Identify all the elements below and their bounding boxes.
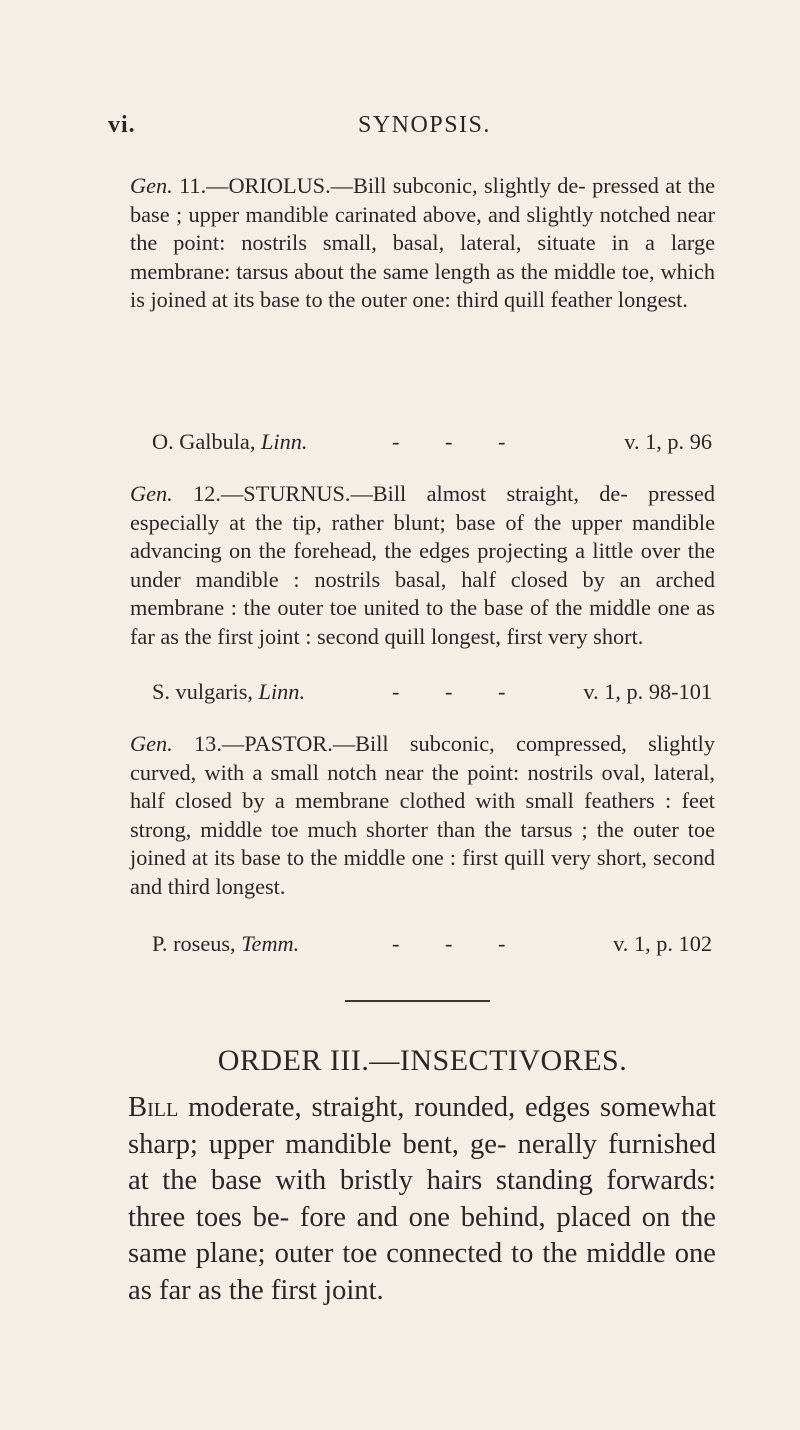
genus-description: —Bill subconic, slightly de- pressed at the base ; upper mandible carinated above, and slightly notched near the point: nostrils small, basal, lateral, situate in a large membrane: tarsus about the same length as the middle toe, which is joined at its base to the outer one: third quill feather longest. <box>130 173 715 313</box>
order-lead-word: Bill <box>128 1092 179 1123</box>
species-authority: Linn. <box>260 429 308 454</box>
order-text: moderate, straight, rounded, edges somewhat sharp; upper mandible bent, ge- nerally furnished at the base with bristly hairs standing forwards: three toes be- fore and one behind, placed on the same plane; outer toe connected to the middle one as far as the first joint. <box>128 1092 716 1306</box>
volume-page: v. 1, p. 98-101 <box>583 679 712 704</box>
species-authority: Temm. <box>241 931 300 956</box>
species-reference <box>152 678 712 706</box>
running-head <box>108 112 708 146</box>
genus-number-name: 12.—STURNUS. <box>193 481 351 506</box>
volume-page: v. 1, p. 96 <box>624 429 712 454</box>
genus-number-name: 13.—PASTOR. <box>194 731 333 756</box>
page-folio: vi. <box>108 112 136 138</box>
volume-page: v. 1, p. 102 <box>613 931 712 956</box>
order-heading: ORDER III.—INSECTIVORES. <box>217 1044 628 1077</box>
genus-description: —Bill almost straight, de- pressed especially at the tip, rather blunt; base of the upper mandible advancing on the forehead, the edges projecting a little over the under mandible : nostrils basal, half closed by an arched membrane : the outer toe united to the base of the middle one as far as the first joint : second quill longest, first very short. <box>130 481 715 649</box>
genus-entry <box>130 172 715 315</box>
genus-entry <box>130 730 715 902</box>
genus-label: Gen. <box>130 731 173 756</box>
species-authority: Linn. <box>258 679 306 704</box>
species-name: P. roseus, <box>152 931 236 956</box>
species-name: S. vulgaris, <box>152 679 253 704</box>
species-reference <box>152 930 712 958</box>
section-divider <box>345 1000 490 1002</box>
leader-dashes: - - - <box>392 679 526 704</box>
genus-label: Gen. <box>130 481 173 506</box>
genus-number-name: 11.—ORIOLUS. <box>179 173 331 198</box>
genus-description: —Bill subconic, compressed, slightly curved, with a small notch near the point: nostrils oval, lateral, half closed by a membrane clothed with small feathers : feet strong, middle toe much shorter than the tarsus ; the outer toe joined at its base to the middle one : first quill very short, second and third longest. <box>130 731 716 899</box>
leader-dashes: - - - <box>392 931 526 956</box>
species-reference <box>152 428 712 456</box>
species-name: O. Galbula, <box>152 429 256 454</box>
order-description <box>128 1090 716 1310</box>
genus-entry <box>130 480 715 652</box>
leader-dashes: - - - <box>392 429 526 454</box>
genus-label: Gen. <box>130 173 173 198</box>
running-title: SYNOPSIS. <box>358 112 491 138</box>
